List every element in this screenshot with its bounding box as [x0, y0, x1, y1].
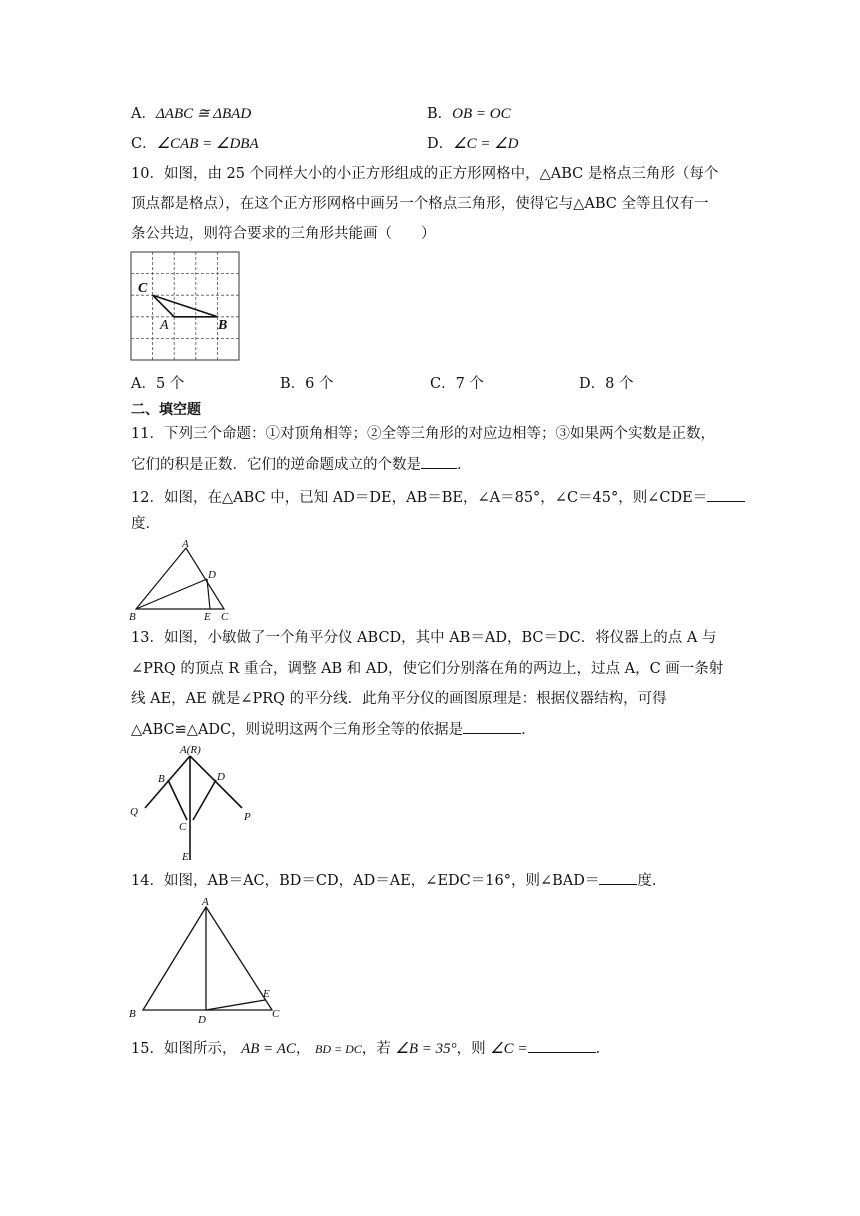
- label-c: C: [138, 281, 148, 296]
- label-c: C: [272, 1008, 280, 1020]
- q11-line2: 它们的积是正数．它们的逆命题成立的个数是 ．: [131, 454, 472, 475]
- answer-blank: [421, 454, 457, 469]
- label-b: B: [129, 1008, 136, 1020]
- label-e: E: [204, 611, 211, 623]
- q13-line4: △ABC≌△ADC，则说明这两个三角形全等的依据是 ．: [131, 719, 536, 740]
- q13-line2: ∠PRQ 的顶点 R 重合，调整 AB 和 AD，使它们分别落在角的两边上，过点 A，C 画一条射: [131, 661, 724, 677]
- section-title: 二、填空题: [131, 402, 201, 418]
- q10-line1: 10．如图，由 25 个同样大小的小正方形组成的正方形网格中，△ABC 是格点三角形（每个: [131, 166, 719, 182]
- label-c: C: [179, 821, 187, 833]
- label-c: C: [221, 611, 229, 623]
- q10-option-d: D．8 个: [579, 376, 634, 392]
- label-b: B: [158, 773, 165, 785]
- answer-blank: [528, 1038, 596, 1053]
- option-a: A．ΔABC ≅ ΔBAD: [131, 106, 252, 122]
- label-p: P: [244, 811, 251, 823]
- q10-line2: 顶点都是格点），在这个正方形网格中画另一个格点三角形，使得它与△ABC 全等且仅有一: [131, 196, 709, 212]
- answer-blank: [707, 487, 745, 502]
- q15-line1: 15．如图所示， AB = AC， BD = DC，若 ∠B = 35°，则 ∠C = ．: [131, 1038, 610, 1059]
- label-e: E: [182, 851, 189, 863]
- label-a: A: [182, 538, 189, 550]
- answer-blank: [463, 719, 521, 734]
- option-c: C．∠CAB = ∠DBA: [131, 136, 259, 152]
- label-a: A: [160, 318, 169, 333]
- q12-triangle-figure: [128, 538, 238, 622]
- q14-line1: 14．如图，AB＝AC，BD＝CD，AD＝AE，∠EDC＝16°，则∠BAD＝ 度．: [131, 870, 666, 891]
- q13-line1: 13．如图，小敏做了一个角平分仪 ABCD，其中 AB＝AD，BC＝DC．将仪器上的点 A 与: [131, 630, 717, 646]
- q13-line3: 线 AE，AE 就是∠PRQ 的平分线．此角平分仪的画图原理是：根据仪器结构，可得: [131, 691, 667, 707]
- q12-line2: 度．: [131, 516, 160, 532]
- label-a: A: [202, 896, 209, 908]
- option-b: B．OB = OC: [427, 106, 511, 122]
- option-d: D．∠C = ∠D: [427, 136, 519, 152]
- q11-line1: 11．下列三个命题：①对顶角相等；②全等三角形的对应边相等；③如果两个实数是正数，: [131, 426, 715, 442]
- q10-option-a: A．5 个: [131, 376, 185, 392]
- q10-grid-figure: [131, 252, 241, 362]
- q14-triangle-figure: [126, 893, 286, 1028]
- q10-line3: 条公共边，则符合要求的三角形共能画（ ）: [131, 226, 436, 242]
- label-b: B: [218, 318, 228, 333]
- label-q: Q: [130, 806, 138, 818]
- q10-option-c: C．7 个: [430, 376, 484, 392]
- label-b: B: [129, 611, 136, 623]
- q13-angle-bisector-figure: [128, 742, 268, 864]
- label-a-r: A(R): [180, 744, 201, 756]
- label-d: D: [208, 569, 216, 581]
- q10-option-b: B．6 个: [280, 376, 334, 392]
- label-d: D: [217, 771, 225, 783]
- q12-line1: 12．如图，在△ABC 中，已知 AD＝DE，AB＝BE，∠A＝85°，∠C＝45°，则∠CDE＝: [131, 487, 745, 508]
- label-d: D: [198, 1014, 206, 1026]
- answer-blank: [599, 870, 637, 885]
- label-e: E: [263, 988, 270, 1000]
